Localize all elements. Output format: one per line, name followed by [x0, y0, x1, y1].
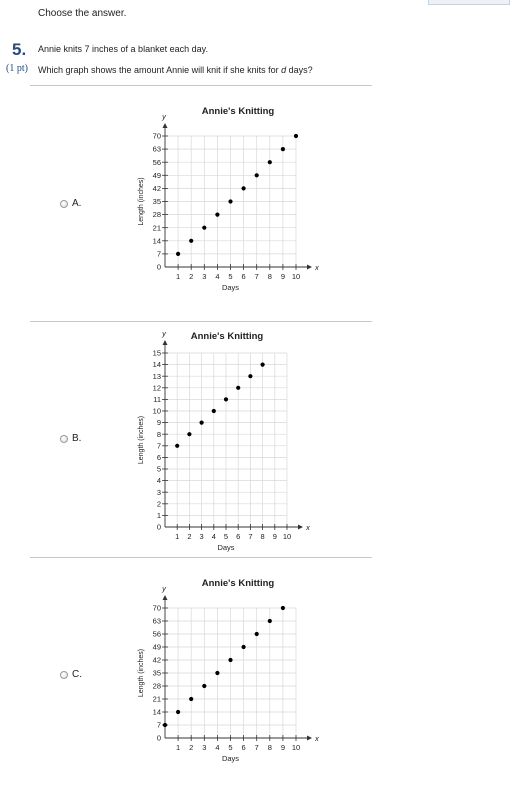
chart-c-y-symbol: y — [162, 584, 166, 593]
chart-a-data-point — [294, 134, 298, 138]
chart-c-x-tick-label: 2 — [189, 743, 194, 752]
chart-b-y-tick-label: 1 — [156, 511, 161, 520]
option-c-radio[interactable] — [60, 671, 68, 679]
chart-b-y-tick-label: 10 — [152, 406, 161, 416]
chart-b-y-arrow — [163, 340, 168, 345]
chart-a-x-tick-label: 7 — [254, 272, 259, 281]
chart-b-data-point — [175, 444, 179, 448]
chart-b-y-tick-label: 4 — [156, 476, 161, 486]
chart-c-y-tick-label: 28 — [152, 681, 161, 691]
chart-b-y-tick-label: 14 — [152, 360, 161, 370]
chart-a-data-point — [176, 252, 180, 256]
option-b[interactable] — [60, 433, 81, 444]
chart-a-y-tick-label: 28 — [152, 210, 161, 220]
chart-c-x-tick-label: 5 — [228, 743, 233, 752]
chart-a-y-symbol: y — [162, 112, 166, 121]
option-a[interactable] — [60, 198, 81, 209]
chart-b-data-point — [212, 409, 216, 413]
chart-b-y-symbol: y — [162, 329, 166, 338]
chart-c-data-point — [215, 671, 219, 675]
chart-b-y-tick-label: 8 — [156, 429, 161, 439]
chart-a-x-label: Days — [221, 283, 240, 292]
chart-c-x-tick-label: 6 — [241, 743, 246, 752]
chart-b-y-tick-label: 6 — [156, 453, 161, 462]
chart-c-data-point — [176, 710, 180, 714]
chart-a-x-tick-label: 5 — [228, 272, 233, 281]
question-prompt-part2: days? — [286, 65, 313, 75]
question-prompt — [38, 65, 313, 75]
chart-a-data-point — [202, 226, 206, 230]
chart-a-x-tick-label: 8 — [267, 272, 272, 281]
chart-c-x-arrow — [307, 736, 312, 741]
chart-b-x-label: Days — [217, 543, 235, 552]
chart-c-x-label: Days — [221, 754, 240, 763]
chart-a-x-tick-label: 10 — [291, 272, 301, 281]
question-statement: Annie knits 7 inches of a blanket each day. — [38, 44, 208, 54]
chart-c-y-tick-label: 21 — [152, 694, 161, 704]
chart-a-y-tick-label: 14 — [152, 236, 161, 246]
chart-a-x-tick-label: 2 — [189, 272, 194, 281]
chart-a-data-point — [268, 160, 272, 164]
option-a-radio[interactable] — [60, 200, 68, 208]
chart-a-data-point — [228, 199, 232, 203]
chart-c-data-point — [242, 645, 246, 649]
option-b-radio[interactable] — [60, 435, 68, 443]
chart-b-origin-label: 0 — [156, 522, 161, 532]
divider-top — [30, 85, 372, 86]
chart-b-x-tick-label: 9 — [272, 532, 277, 541]
chart-b-y-tick-label: 3 — [156, 487, 161, 497]
chart-b-x-tick-label: 7 — [248, 532, 253, 541]
chart-b-x-tick-label: 2 — [187, 532, 192, 541]
option-b-label: B. — [72, 433, 82, 444]
chart-a-y-tick-label: 42 — [152, 184, 161, 193]
chart-b-x-arrow — [298, 525, 303, 530]
chart-a-title: Annie's Knitting — [201, 106, 275, 117]
chart-a-x-arrow — [307, 265, 312, 270]
question-prompt-part1: Which graph shows the amount Annie will knit if she knits for — [38, 65, 282, 75]
chart-c-data-point — [281, 606, 285, 610]
chart-b-y-tick-label: 5 — [156, 464, 161, 474]
chart-c-x-tick-label: 9 — [280, 743, 285, 752]
instruction-text: Choose the answer. — [38, 8, 127, 19]
chart-c-title: Annie's Knitting — [201, 578, 275, 589]
chart-b-y-label: Length (inches) — [138, 415, 145, 465]
chart-c — [125, 573, 330, 773]
chart-b-x-tick-label: 1 — [175, 532, 180, 541]
option-c[interactable] — [60, 669, 82, 680]
chart-a-x-tick-label: 9 — [280, 272, 285, 281]
chart-c-y-tick-label: 14 — [152, 707, 161, 717]
chart-c-x-tick-label: 1 — [176, 743, 181, 752]
chart-b-x-symbol: x — [306, 523, 310, 532]
chart-a-y-tick-label: 56 — [152, 157, 161, 167]
chart-b-title: Annie's Knitting — [190, 331, 264, 342]
chart-b-y-tick-label: 11 — [153, 395, 161, 404]
chart-b — [125, 325, 330, 553]
chart-c-y-tick-label: 49 — [152, 642, 161, 652]
chart-c-data-point — [228, 658, 232, 662]
chart-b-y-tick-label: 2 — [156, 499, 161, 509]
chart-a-y-label: Length (inches) — [138, 177, 145, 226]
chart-a-y-tick-label: 35 — [152, 197, 161, 207]
divider-b-c — [30, 557, 372, 558]
question-prompt-variable: d — [281, 65, 287, 75]
chart-c-y-tick-label: 70 — [152, 603, 161, 613]
chart-c-data-point — [189, 697, 193, 701]
option-c-label: C. — [72, 669, 82, 680]
chart-c-y-tick-label: 42 — [152, 655, 161, 665]
chart-a-y-tick-label: 49 — [152, 170, 161, 180]
chart-a-x-tick-label: 1 — [176, 272, 181, 281]
chart-a-data-point — [215, 213, 219, 217]
chart-b-y-tick-label: 9 — [156, 418, 161, 428]
option-a-label: A. — [72, 198, 82, 209]
chart-b-data-point — [200, 421, 204, 425]
chart-b-y-tick-label: 15 — [152, 348, 161, 358]
chart-c-x-tick-label: 7 — [254, 743, 259, 752]
chart-c-y-tick-label: 63 — [152, 616, 161, 626]
chart-a-x-tick-label: 3 — [202, 272, 207, 281]
chart-b-y-tick-label: 7 — [156, 441, 161, 451]
chart-c-data-point — [255, 632, 259, 636]
chart-b-data-point — [224, 397, 228, 401]
chart-b-x-tick-label: 5 — [223, 532, 229, 541]
chart-c-x-tick-label: 3 — [202, 743, 207, 752]
chart-b-x-tick-label: 4 — [211, 532, 216, 541]
chart-a — [125, 100, 330, 300]
chart-b-x-tick-label: 8 — [260, 532, 265, 541]
chart-b-data-point — [248, 374, 252, 378]
chart-c-data-point — [202, 684, 206, 688]
chart-a-origin-label: 0 — [156, 262, 161, 272]
chart-a-data-point — [255, 173, 259, 177]
chart-c-data-point — [268, 619, 272, 623]
chart-a-x-tick-label: 6 — [241, 272, 246, 281]
chart-b-x-tick-label: 3 — [199, 532, 204, 541]
chart-b-data-point — [187, 432, 191, 436]
chart-c-y-tick-label: 35 — [152, 668, 161, 678]
chart-c-y-label: Length (inches) — [138, 648, 145, 698]
chart-a-y-tick-label: 63 — [152, 144, 161, 154]
chart-c-x-tick-label: 10 — [291, 743, 301, 752]
chart-a-y-arrow — [163, 123, 168, 128]
chart-c-x-symbol: x — [315, 734, 319, 743]
question-number: 5. — [12, 40, 27, 59]
chart-b-data-point — [236, 386, 240, 390]
chart-a-y-tick-label: 21 — [152, 223, 161, 233]
chart-b-data-point — [261, 363, 265, 367]
chart-a-data-point — [281, 147, 285, 151]
chart-c-x-tick-label: 4 — [215, 743, 220, 752]
divider-a-b — [30, 321, 372, 322]
chart-c-y-arrow — [163, 595, 168, 600]
chart-c-y-tick-label: 7 — [156, 720, 161, 730]
chart-a-data-point — [242, 186, 246, 190]
chart-a-y-tick-label: 70 — [152, 131, 161, 141]
chart-c-x-tick-label: 8 — [267, 743, 272, 752]
chart-b-x-tick-label: 10 — [282, 532, 292, 541]
chart-c-y-tick-label: 56 — [152, 629, 161, 639]
chart-a-x-tick-label: 4 — [215, 272, 220, 281]
chart-c-data-point — [163, 723, 167, 727]
chart-a-x-symbol: x — [315, 263, 319, 272]
chart-a-data-point — [189, 239, 193, 243]
chart-b-y-tick-label: 13 — [152, 371, 161, 381]
chart-b-x-tick-label: 6 — [236, 532, 241, 541]
chart-b-y-tick-label: 12 — [152, 383, 161, 393]
top-right-tab[interactable] — [428, 0, 510, 5]
question-points: (1 pt) — [6, 63, 28, 74]
chart-a-y-tick-label: 7 — [156, 249, 161, 259]
chart-c-origin-label: 0 — [156, 733, 161, 743]
